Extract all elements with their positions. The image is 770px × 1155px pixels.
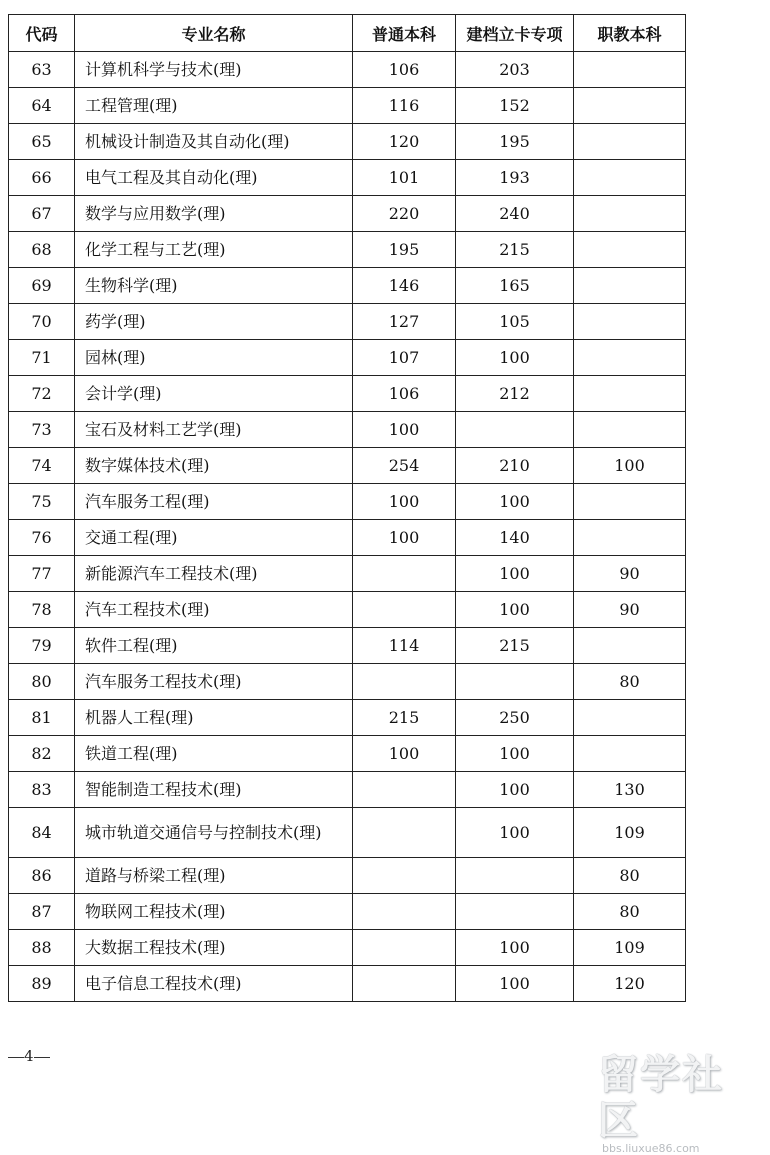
- table-row: [9, 592, 686, 628]
- cell-vocational-undergrad: [574, 628, 686, 664]
- cell-poverty-special: 100: [456, 340, 574, 376]
- watermark: [598, 1052, 758, 1155]
- cell-code: 69: [9, 268, 75, 304]
- page-number-value: 4: [24, 1047, 34, 1065]
- cell-vocational-undergrad: 109: [574, 808, 686, 858]
- cell-major-name: 道路与桥梁工程(理): [75, 858, 353, 894]
- cell-code: 74: [9, 448, 75, 484]
- cell-regular-undergrad: [353, 664, 456, 700]
- watermark-logo: 留学社区: [598, 1052, 724, 1144]
- cell-poverty-special: 215: [456, 628, 574, 664]
- table-row: [9, 124, 686, 160]
- cell-major-name: 宝石及材料工艺学(理): [75, 412, 353, 448]
- table-row: [9, 376, 686, 412]
- cell-major-name: 生物科学(理): [75, 268, 353, 304]
- cell-code: 72: [9, 376, 75, 412]
- cell-poverty-special: 100: [456, 736, 574, 772]
- cell-poverty-special: 100: [456, 930, 574, 966]
- cell-poverty-special: 152: [456, 88, 574, 124]
- table-row: [9, 664, 686, 700]
- table-body: [9, 52, 686, 1002]
- cell-regular-undergrad: 106: [353, 376, 456, 412]
- table-row: [9, 448, 686, 484]
- cell-vocational-undergrad: [574, 196, 686, 232]
- cell-poverty-special: 193: [456, 160, 574, 196]
- cell-regular-undergrad: 116: [353, 88, 456, 124]
- cell-code: 63: [9, 52, 75, 88]
- cell-vocational-undergrad: 80: [574, 664, 686, 700]
- cell-regular-undergrad: 100: [353, 520, 456, 556]
- cell-code: 79: [9, 628, 75, 664]
- cell-regular-undergrad: 106: [353, 52, 456, 88]
- header-code: 代码: [9, 15, 75, 52]
- cell-major-name: 铁道工程(理): [75, 736, 353, 772]
- cell-major-name: 会计学(理): [75, 376, 353, 412]
- cell-vocational-undergrad: 80: [574, 894, 686, 930]
- cell-regular-undergrad: 146: [353, 268, 456, 304]
- cell-code: 78: [9, 592, 75, 628]
- cell-major-name: 机械设计制造及其自动化(理): [75, 124, 353, 160]
- cell-poverty-special: 100: [456, 808, 574, 858]
- cell-code: 70: [9, 304, 75, 340]
- cell-poverty-special: 100: [456, 592, 574, 628]
- table-row: [9, 700, 686, 736]
- cell-code: 68: [9, 232, 75, 268]
- header-vocational-undergrad: 职教本科: [574, 15, 686, 52]
- table-row: [9, 628, 686, 664]
- cell-vocational-undergrad: [574, 412, 686, 448]
- cell-major-name: 汽车工程技术(理): [75, 592, 353, 628]
- cell-vocational-undergrad: [574, 268, 686, 304]
- cell-vocational-undergrad: [574, 484, 686, 520]
- cell-vocational-undergrad: 130: [574, 772, 686, 808]
- cell-poverty-special: [456, 664, 574, 700]
- cell-vocational-undergrad: 90: [574, 556, 686, 592]
- table-row: [9, 88, 686, 124]
- cell-poverty-special: 210: [456, 448, 574, 484]
- cell-regular-undergrad: [353, 858, 456, 894]
- cell-poverty-special: 105: [456, 304, 574, 340]
- cell-regular-undergrad: 195: [353, 232, 456, 268]
- cell-code: 80: [9, 664, 75, 700]
- table-row: [9, 484, 686, 520]
- table-row: [9, 268, 686, 304]
- header-poverty-special: 建档立卡专项: [456, 15, 574, 52]
- cell-code: 87: [9, 894, 75, 930]
- cell-poverty-special: [456, 858, 574, 894]
- table-row: [9, 52, 686, 88]
- cell-regular-undergrad: [353, 592, 456, 628]
- table-row: [9, 232, 686, 268]
- page-number: [8, 1047, 50, 1065]
- cell-regular-undergrad: 100: [353, 736, 456, 772]
- table-row: [9, 412, 686, 448]
- header-major-name: 专业名称: [75, 15, 353, 52]
- cell-regular-undergrad: [353, 556, 456, 592]
- cell-vocational-undergrad: [574, 52, 686, 88]
- table-row: [9, 160, 686, 196]
- cell-vocational-undergrad: [574, 340, 686, 376]
- table-row: [9, 772, 686, 808]
- cell-major-name: 物联网工程技术(理): [75, 894, 353, 930]
- cell-major-name: 交通工程(理): [75, 520, 353, 556]
- cell-vocational-undergrad: 120: [574, 966, 686, 1002]
- cell-code: 86: [9, 858, 75, 894]
- cell-major-name: 机器人工程(理): [75, 700, 353, 736]
- table-header-row: [9, 15, 686, 52]
- cell-vocational-undergrad: 109: [574, 930, 686, 966]
- admission-plan-table: [8, 14, 686, 1002]
- cell-code: 77: [9, 556, 75, 592]
- cell-poverty-special: 100: [456, 772, 574, 808]
- cell-vocational-undergrad: [574, 160, 686, 196]
- cell-regular-undergrad: 107: [353, 340, 456, 376]
- cell-regular-undergrad: 101: [353, 160, 456, 196]
- cell-code: 88: [9, 930, 75, 966]
- cell-poverty-special: 240: [456, 196, 574, 232]
- cell-poverty-special: 100: [456, 966, 574, 1002]
- cell-regular-undergrad: [353, 772, 456, 808]
- cell-major-name: 数学与应用数学(理): [75, 196, 353, 232]
- cell-poverty-special: [456, 412, 574, 448]
- cell-regular-undergrad: [353, 894, 456, 930]
- cell-poverty-special: 165: [456, 268, 574, 304]
- cell-regular-undergrad: 120: [353, 124, 456, 160]
- cell-major-name: 园林(理): [75, 340, 353, 376]
- cell-code: 71: [9, 340, 75, 376]
- table-row: [9, 736, 686, 772]
- cell-code: 67: [9, 196, 75, 232]
- table-row: [9, 556, 686, 592]
- cell-code: 82: [9, 736, 75, 772]
- cell-major-name: 电子信息工程技术(理): [75, 966, 353, 1002]
- cell-regular-undergrad: [353, 930, 456, 966]
- cell-major-name: 化学工程与工艺(理): [75, 232, 353, 268]
- cell-major-name: 工程管理(理): [75, 88, 353, 124]
- cell-major-name: 计算机科学与技术(理): [75, 52, 353, 88]
- cell-regular-undergrad: 114: [353, 628, 456, 664]
- page-number-dash: [34, 1057, 50, 1058]
- cell-major-name: 数字媒体技术(理): [75, 448, 353, 484]
- cell-code: 83: [9, 772, 75, 808]
- table-row: [9, 894, 686, 930]
- cell-vocational-undergrad: [574, 700, 686, 736]
- cell-code: 64: [9, 88, 75, 124]
- cell-major-name: 电气工程及其自动化(理): [75, 160, 353, 196]
- cell-regular-undergrad: 100: [353, 412, 456, 448]
- cell-code: 73: [9, 412, 75, 448]
- watermark-url: bbs.liuxue86.com: [602, 1142, 700, 1155]
- cell-regular-undergrad: 254: [353, 448, 456, 484]
- cell-major-name: 汽车服务工程(理): [75, 484, 353, 520]
- cell-regular-undergrad: 100: [353, 484, 456, 520]
- cell-major-name: 药学(理): [75, 304, 353, 340]
- cell-code: 65: [9, 124, 75, 160]
- cell-regular-undergrad: 215: [353, 700, 456, 736]
- cell-code: 84: [9, 808, 75, 858]
- table-row: [9, 304, 686, 340]
- cell-poverty-special: 140: [456, 520, 574, 556]
- cell-regular-undergrad: 127: [353, 304, 456, 340]
- header-regular-undergrad: 普通本科: [353, 15, 456, 52]
- table-row: [9, 340, 686, 376]
- cell-regular-undergrad: 220: [353, 196, 456, 232]
- cell-poverty-special: 100: [456, 484, 574, 520]
- cell-poverty-special: 203: [456, 52, 574, 88]
- cell-code: 89: [9, 966, 75, 1002]
- cell-poverty-special: [456, 894, 574, 930]
- cell-vocational-undergrad: 90: [574, 592, 686, 628]
- cell-vocational-undergrad: [574, 736, 686, 772]
- cell-major-name: 汽车服务工程技术(理): [75, 664, 353, 700]
- table-row: [9, 196, 686, 232]
- table-row: [9, 858, 686, 894]
- cell-vocational-undergrad: [574, 520, 686, 556]
- cell-vocational-undergrad: [574, 124, 686, 160]
- cell-vocational-undergrad: [574, 232, 686, 268]
- table-row: [9, 808, 686, 858]
- cell-poverty-special: 250: [456, 700, 574, 736]
- cell-vocational-undergrad: [574, 88, 686, 124]
- cell-poverty-special: 212: [456, 376, 574, 412]
- cell-major-name: 城市轨道交通信号与控制技术(理): [75, 808, 353, 858]
- cell-regular-undergrad: [353, 808, 456, 858]
- cell-poverty-special: 215: [456, 232, 574, 268]
- cell-poverty-special: 100: [456, 556, 574, 592]
- table-row: [9, 520, 686, 556]
- cell-code: 81: [9, 700, 75, 736]
- cell-major-name: 新能源汽车工程技术(理): [75, 556, 353, 592]
- cell-code: 75: [9, 484, 75, 520]
- cell-vocational-undergrad: [574, 376, 686, 412]
- cell-poverty-special: 195: [456, 124, 574, 160]
- cell-code: 76: [9, 520, 75, 556]
- cell-regular-undergrad: [353, 966, 456, 1002]
- cell-code: 66: [9, 160, 75, 196]
- cell-vocational-undergrad: 100: [574, 448, 686, 484]
- cell-major-name: 智能制造工程技术(理): [75, 772, 353, 808]
- cell-major-name: 大数据工程技术(理): [75, 930, 353, 966]
- table-row: [9, 966, 686, 1002]
- cell-major-name: 软件工程(理): [75, 628, 353, 664]
- table-row: [9, 930, 686, 966]
- cell-vocational-undergrad: 80: [574, 858, 686, 894]
- page-number-dash: [8, 1057, 24, 1058]
- cell-vocational-undergrad: [574, 304, 686, 340]
